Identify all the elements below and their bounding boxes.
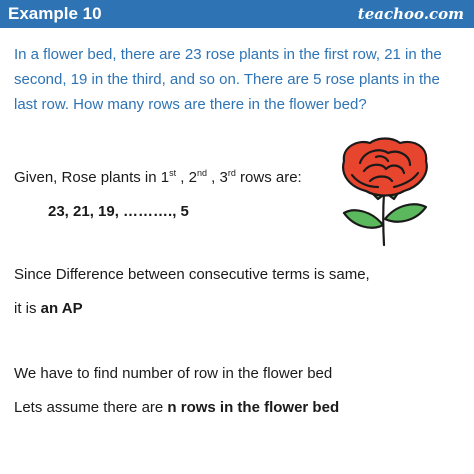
given-line	[14, 168, 302, 188]
given-suffix: rows are:	[235, 169, 302, 186]
ap-conclusion: an AP	[40, 300, 83, 317]
ap-line	[14, 299, 83, 319]
given-prefix: Given, Rose plants in 1	[14, 169, 170, 186]
ordinal-st: st	[169, 168, 177, 178]
brand-logo: teachoo.com	[357, 5, 464, 23]
rose-icon	[330, 135, 442, 249]
rose-stem	[383, 193, 384, 245]
ordinal-nd: nd	[196, 168, 207, 178]
rose-leaf-left	[344, 210, 383, 227]
question-text: In a flower bed, there are 23 rose plants in the first row, 21 in the second, 19 in the third, and so on. There are 5 rose plants in the last row. How many rows are there in the flower bed?	[14, 46, 442, 113]
difference-line: Since Difference between consecutive terms is same,	[14, 266, 370, 283]
sequence-line: 23, 21, 19, ………., 5	[48, 203, 189, 220]
rose-leaf-right	[385, 204, 426, 221]
assume-bold: n rows in the flower bed	[167, 399, 340, 416]
given-mid2: , 3	[206, 169, 228, 186]
ap-prefix: it is	[14, 300, 41, 317]
header-bar	[0, 0, 474, 28]
assume-prefix: Lets assume there are	[14, 399, 168, 416]
find-line: We have to find number of row in the flower bed	[14, 365, 333, 382]
example-title: Example 10	[8, 4, 102, 23]
assume-line	[14, 398, 339, 418]
ordinal-rd: rd	[227, 168, 236, 178]
given-mid1: , 2	[176, 169, 197, 186]
